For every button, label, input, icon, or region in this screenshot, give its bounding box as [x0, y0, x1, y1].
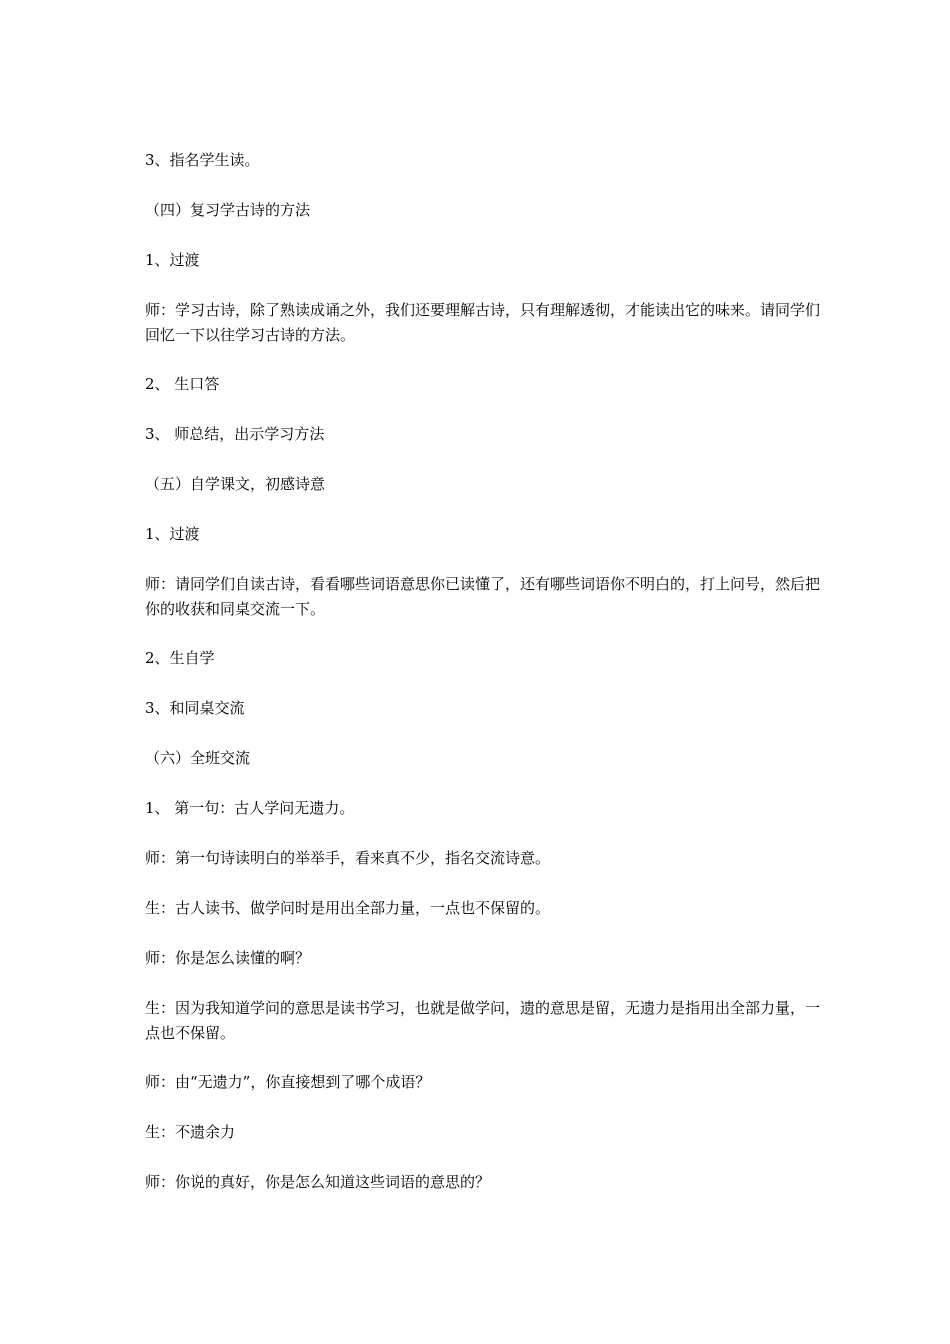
section-heading: （六）全班交流	[145, 749, 251, 767]
paragraph: 师：第一句诗读明白的举举手，看来真不少，指名交流诗意。	[145, 849, 551, 867]
paragraph: 生：因为我知道学问的意思是读书学习，也就是做学问，遗的意思是留，无遗力是指用出全部力量，一点也不保留。	[145, 999, 821, 1042]
paragraph: 1、过渡	[145, 525, 200, 543]
section-heading: （四）复习学古诗的方法	[145, 201, 311, 219]
paragraph: 3、指名学生读。	[145, 151, 260, 169]
paragraph: 生：古人读书、做学问时是用出全部力量，一点也不保留的。	[145, 899, 551, 917]
paragraph: 3、 师总结，出示学习方法	[145, 425, 325, 443]
section-heading: （五）自学课文，初感诗意	[145, 475, 326, 493]
paragraph: 2、 生口答	[145, 375, 220, 393]
paragraph: 师：你是怎么读懂的啊？	[145, 949, 311, 967]
paragraph: 1、 第一句：古人学问无遗力。	[145, 799, 355, 817]
paragraph: 2、生自学	[145, 649, 215, 667]
paragraph: 师：请同学们自读古诗，看看哪些词语意思你已读懂了，还有哪些词语你不明白的，打上问号，然后把你的收获和同桌交流一下。	[145, 575, 821, 618]
paragraph: 师：学习古诗，除了熟读成诵之外，我们还要理解古诗，只有理解透彻，才能读出它的味来。请同学们回忆一下以往学习古诗的方法。	[145, 301, 821, 344]
paragraph: 生：不遗余力	[145, 1123, 236, 1141]
paragraph: 师：由“无遗力”，你直接想到了哪个成语？	[145, 1073, 431, 1091]
paragraph: 1、过渡	[145, 251, 200, 269]
paragraph: 师：你说的真好，你是怎么知道这些词语的意思的？	[145, 1173, 491, 1191]
paragraph: 3、和同桌交流	[145, 699, 245, 717]
